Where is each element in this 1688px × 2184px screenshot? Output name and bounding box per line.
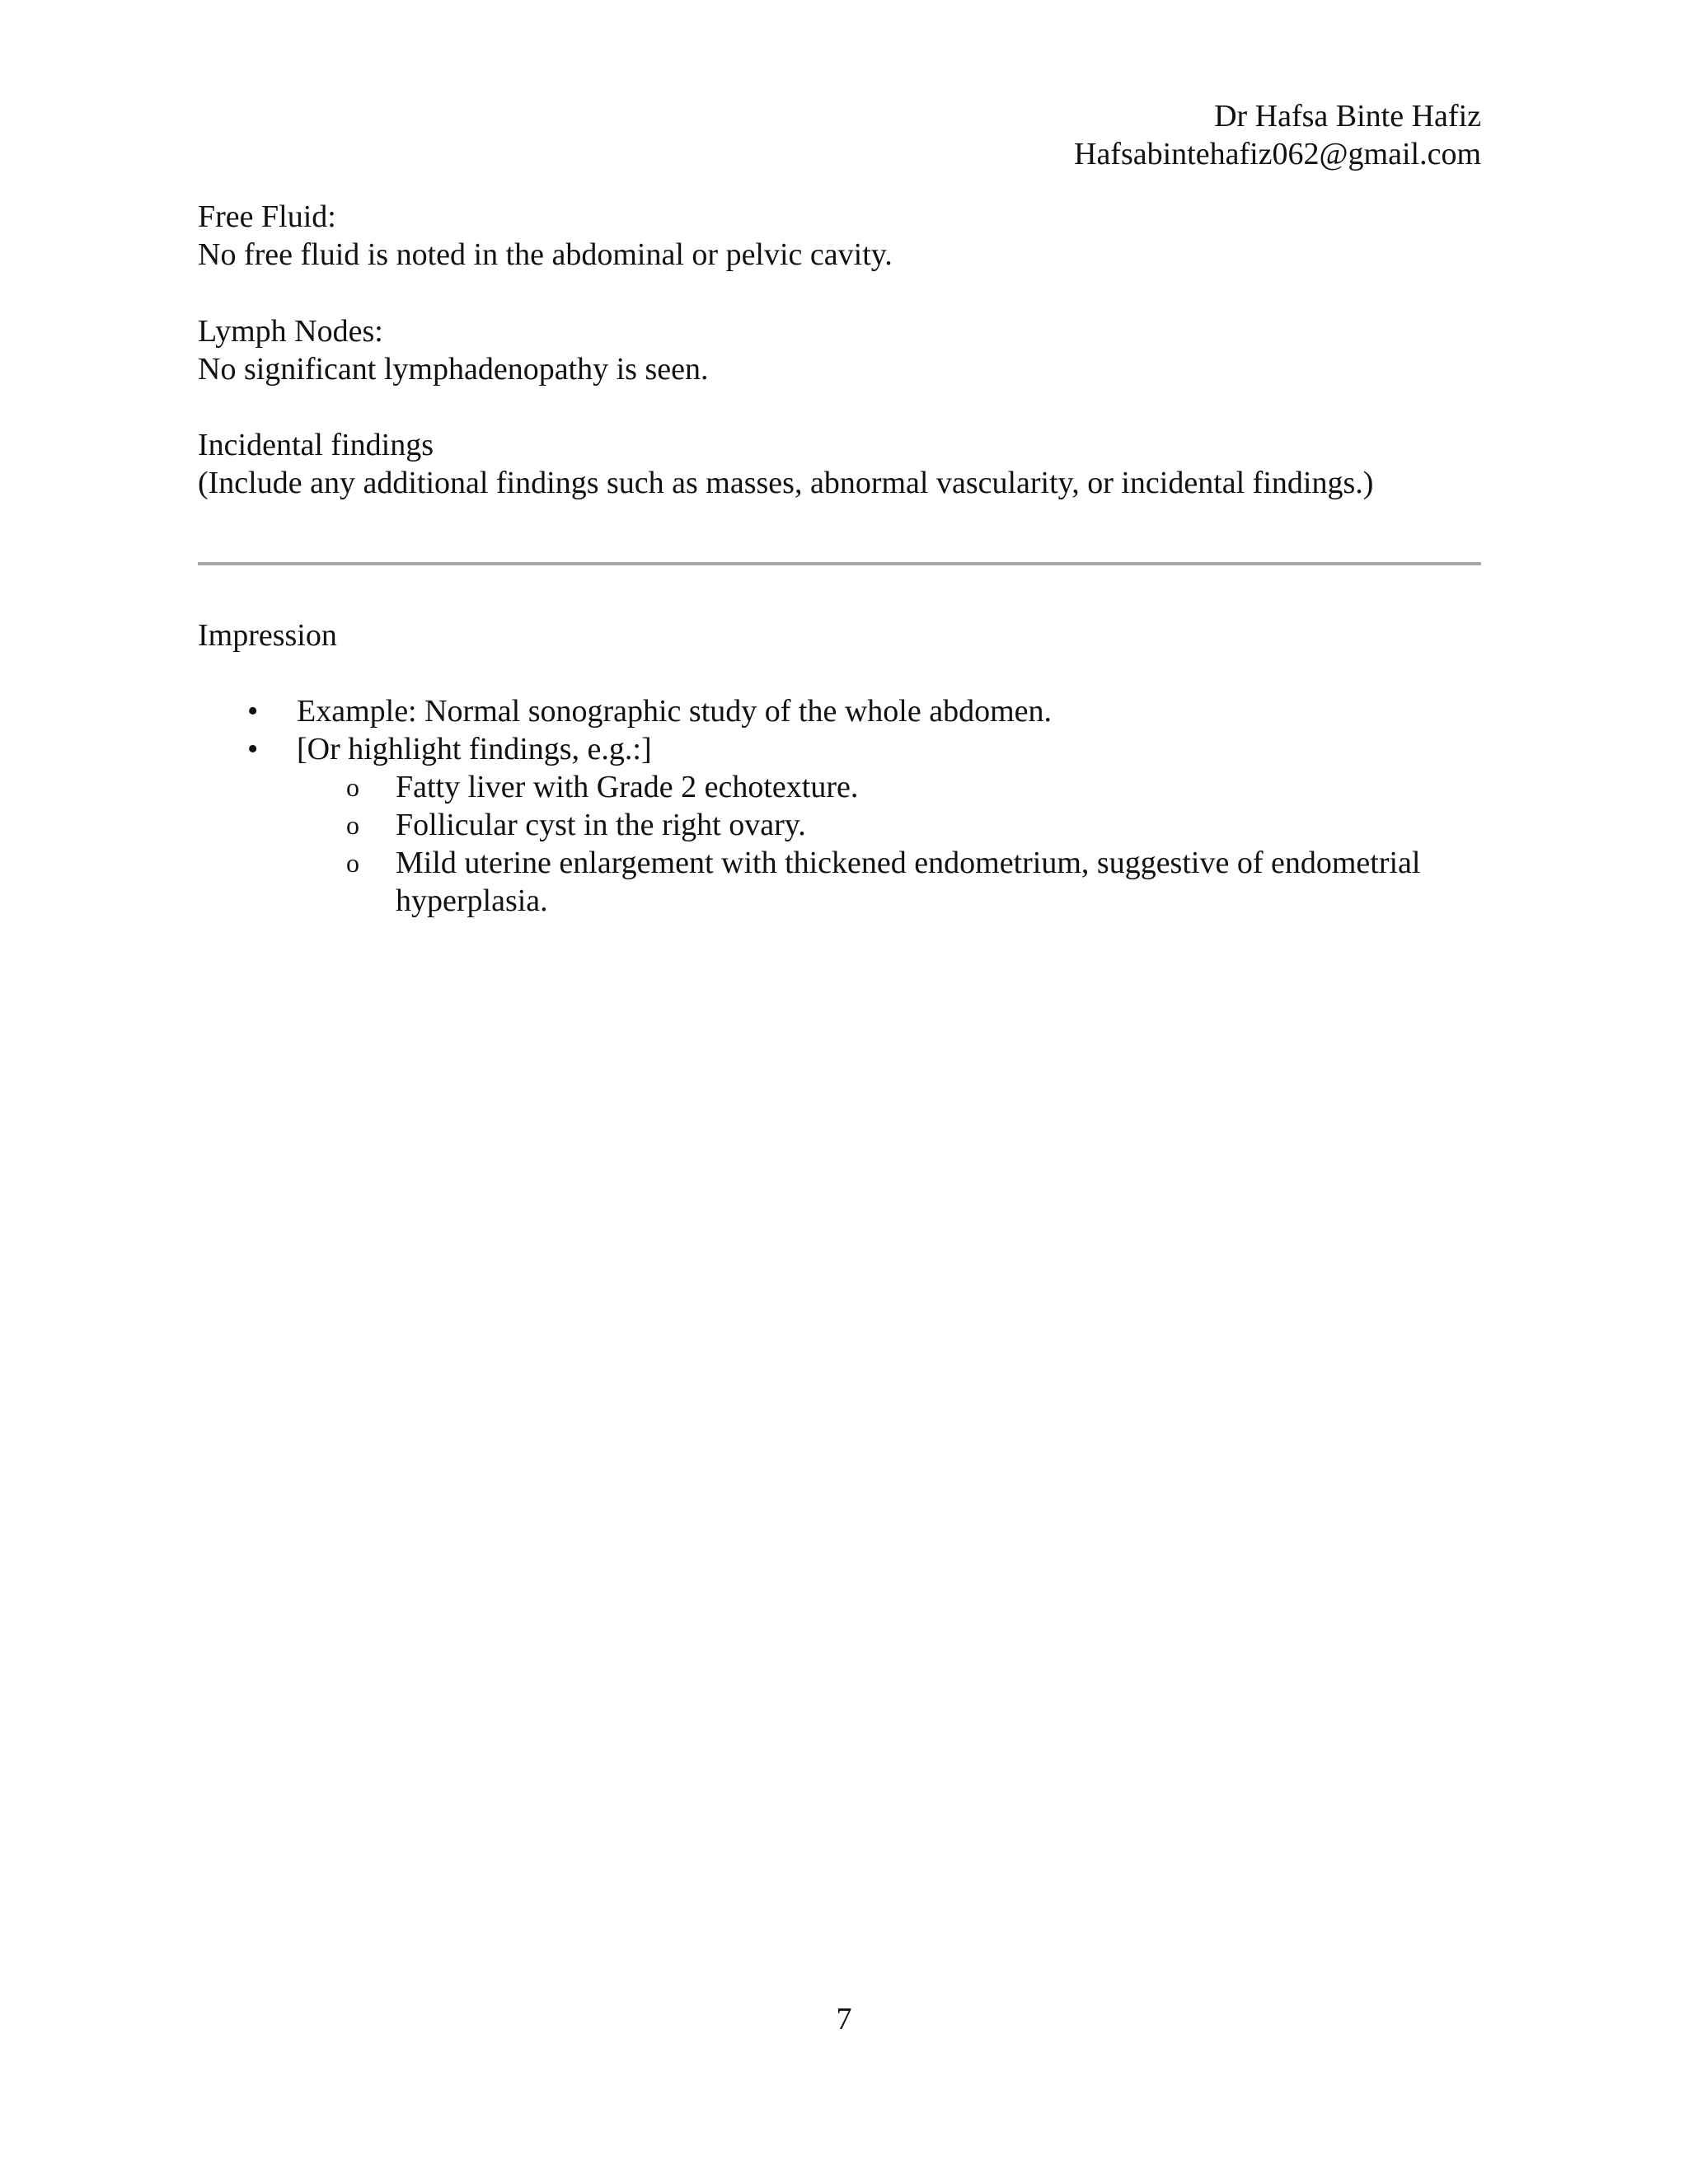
page-header: [1074, 97, 1481, 173]
section-heading: Incidental findings: [198, 428, 434, 462]
circle-bullet-icon: o: [346, 810, 359, 840]
sub-list-item: [198, 768, 1484, 806]
sub-list-item: [198, 844, 1484, 920]
horizontal-divider: [198, 562, 1481, 565]
impression-title: Impression: [198, 618, 337, 653]
list-item-text: [Or highlight findings, e.g.:]: [297, 732, 652, 766]
list-item: [198, 692, 1484, 730]
sub-list-item-text: Follicular cyst in the right ovary.: [396, 808, 806, 842]
sub-list-item-text: Fatty liver with Grade 2 echotexture.: [396, 770, 859, 804]
section-heading: Lymph Nodes:: [198, 314, 383, 349]
author-email: Hafsabintehafiz062@gmail.com: [1074, 137, 1481, 171]
impression-list: [198, 692, 1484, 920]
list-item: [198, 730, 1484, 768]
sub-list-item-text: Mild uterine enlargement with thickened endometrium, suggestive of endometrial hyperplasia.: [396, 846, 1421, 918]
circle-bullet-icon: o: [346, 848, 359, 878]
bullet-icon: •: [247, 694, 259, 729]
page-number: 7: [836, 2002, 852, 2036]
section-text: No free fluid is noted in the abdominal or pelvic cavity.: [198, 237, 893, 272]
list-item-text: Example: Normal sonographic study of the whole abdomen.: [297, 694, 1053, 729]
sub-list-item: [198, 806, 1484, 844]
section-heading: Free Fluid:: [198, 199, 336, 234]
section-text: No significant lymphadenopathy is seen.: [198, 352, 709, 387]
section-lymph-nodes: [198, 312, 1484, 388]
circle-bullet-icon: o: [346, 772, 359, 802]
author-name: Dr Hafsa Binte Hafiz: [1214, 99, 1481, 134]
section-text: (Include any additional findings such as masses, abnormal vascularity, or incidental findings.): [198, 466, 1374, 500]
bullet-icon: •: [247, 732, 259, 766]
section-incidental-findings: [198, 426, 1484, 502]
section-free-fluid: [198, 198, 1484, 274]
